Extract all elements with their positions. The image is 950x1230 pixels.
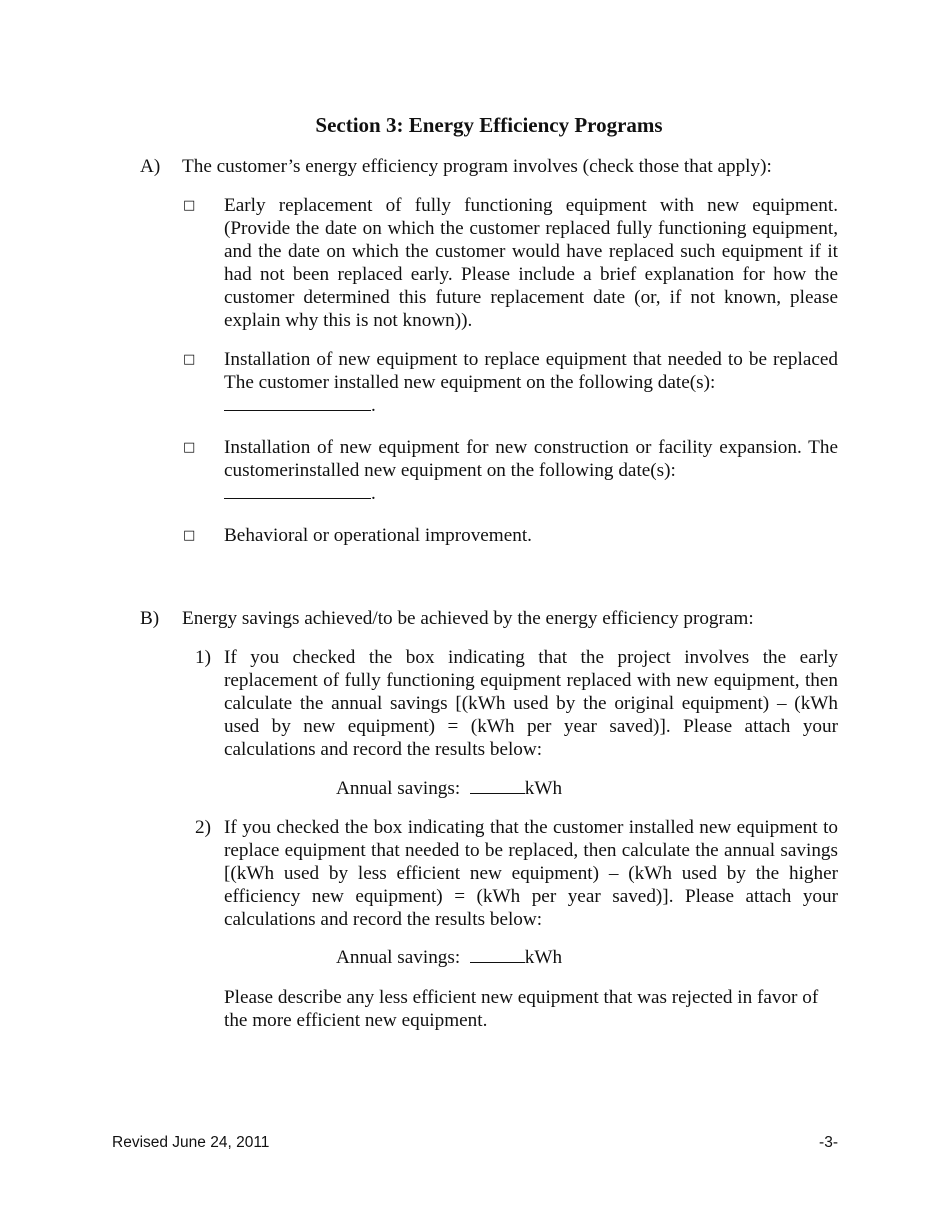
savings-unit: kWh: [524, 947, 563, 968]
page-title: Section 3: Energy Efficiency Programs: [315, 113, 663, 137]
checkbox-behavioral[interactable]: □: [183, 528, 196, 543]
annual-savings-2: [336, 946, 562, 969]
section-b-label: B): [140, 608, 160, 629]
checkbox-new-construction[interactable]: □: [183, 440, 196, 455]
footer-page-number: -3-: [819, 1134, 838, 1151]
savings-label: Annual savings:: [336, 947, 461, 968]
item-text-2: If you checked the box indicating that the customer installed new equipment to replace equipment that needed to be replaced, then calculate the annual savings [(kWh used by less efficient new equipment) – (kWh used by the higher efficiency new equipment) = (kWh per year saved)]. Please attach your calculations and record the results below:: [224, 817, 838, 930]
checkbox-replace-needed[interactable]: □: [183, 352, 196, 367]
option-replace-needed: Installation of new equipment to replace equipment that needed to be replaced The customer installed new equipment on the following date(s):: [224, 349, 838, 393]
item-text-1: If you checked the box indicating that the project involves the early replacement of fully functioning equipment replaced with new equipment, then calculate the annual savings [(kWh used by the original equipment) – (kWh used by new equipment) = (kWh per year saved)]. Please attach your calculations and record the results below:: [224, 647, 838, 760]
date-line-replace-needed[interactable]: [224, 394, 376, 417]
date-suffix: .: [371, 395, 376, 416]
savings-blank[interactable]: [470, 777, 525, 794]
date-blank[interactable]: [224, 482, 371, 499]
date-suffix: .: [371, 483, 376, 504]
footer-revised: Revised June 24, 2011: [112, 1134, 270, 1151]
annual-savings-1: [336, 777, 562, 800]
savings-label: Annual savings:: [336, 778, 461, 799]
section-b-intro: Energy savings achieved/to be achieved by the energy efficiency program:: [182, 608, 754, 629]
item-number-1: 1): [195, 647, 211, 668]
savings-unit: kWh: [524, 778, 563, 799]
date-line-new-construction[interactable]: [224, 482, 376, 505]
item-number-2: 2): [195, 817, 211, 838]
option-new-construction: Installation of new equipment for new construction or facility expansion. The customerinstalled new equipment on the following date(s):: [224, 437, 838, 481]
section-a-label: A): [140, 156, 161, 177]
section-a-intro: The customer’s energy efficiency program involves (check those that apply):: [182, 156, 772, 177]
date-blank[interactable]: [224, 394, 371, 411]
closing-text: Please describe any less efficient new equipment that was rejected in favor of the more efficient new equipment.: [224, 987, 819, 1031]
option-early-replacement: Early replacement of fully functioning equipment with new equipment. (Provide the date on which the customer replaced fully functioning equipment, and the date on which the customer would have replaced such equipment if it had not been replaced early. Please include a brief explanation for how the customer determined this future replacement date (or, if not known, please explain why this is not known)).: [224, 195, 838, 331]
savings-blank[interactable]: [470, 946, 525, 963]
checkbox-early-replacement[interactable]: □: [183, 198, 196, 213]
option-behavioral: Behavioral or operational improvement.: [224, 525, 532, 546]
